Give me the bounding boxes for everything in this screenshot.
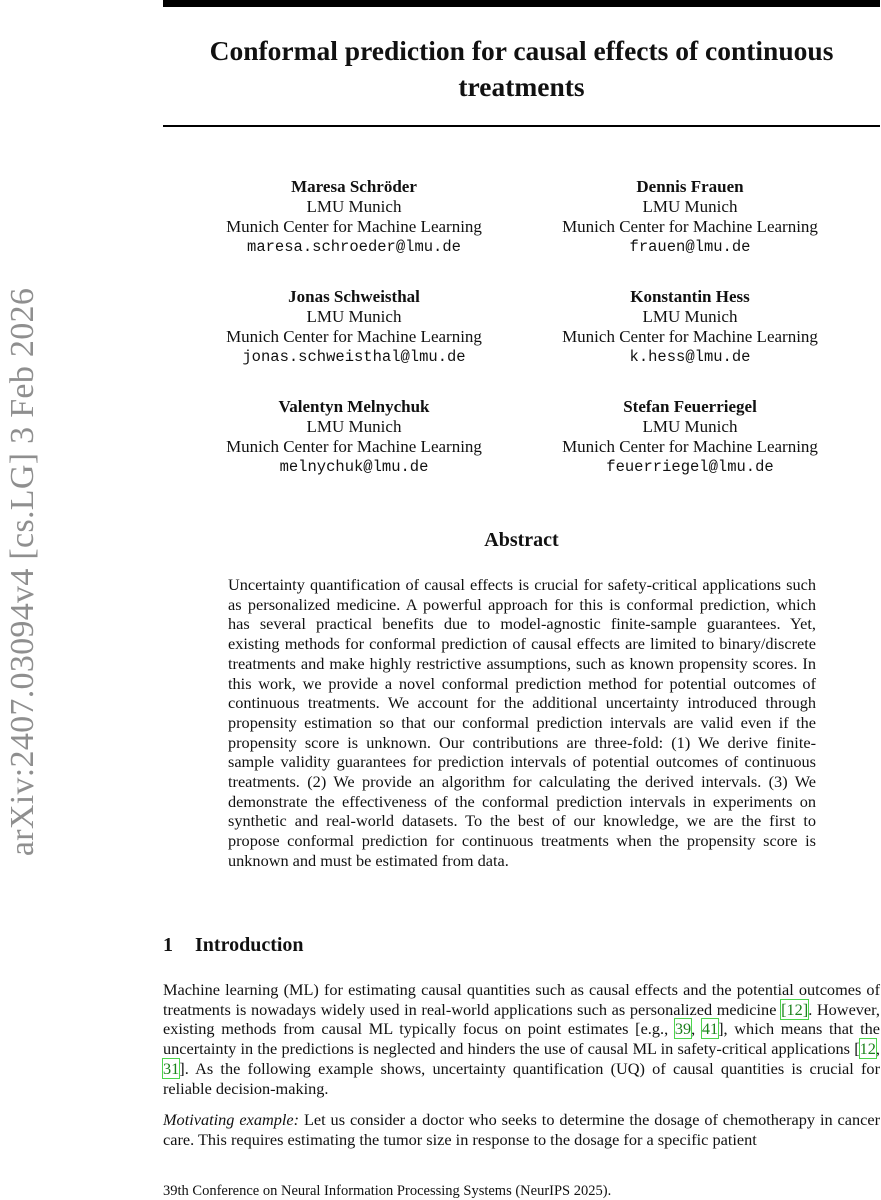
author-block bbox=[520, 397, 860, 477]
arxiv-identifier: arXiv:2407.03094v4 [cs.LG] 3 Feb 2026 bbox=[4, 287, 41, 857]
author-affiliation: LMU Munich bbox=[306, 307, 402, 326]
top-rule bbox=[163, 0, 880, 7]
author-name: Maresa Schröder bbox=[291, 177, 417, 196]
author-email[interactable]: jonas.schweisthal@lmu.de bbox=[242, 348, 466, 366]
author-center: Munich Center for Machine Learning bbox=[226, 217, 482, 236]
author-email[interactable]: maresa.schroeder@lmu.de bbox=[247, 238, 461, 256]
section-number: 1 bbox=[163, 934, 173, 956]
citation-link[interactable]: 41 bbox=[701, 1019, 719, 1039]
citation-link[interactable]: 31 bbox=[163, 1058, 180, 1078]
author-name: Stefan Feuerriegel bbox=[623, 397, 757, 416]
text-run: Let us consider a doctor who seeks to determine the dosage of chemotherapy in cancer care. This requires estimating the tumor size in response to the dosage for a specific patient bbox=[163, 1110, 880, 1149]
author-affiliation: LMU Munich bbox=[306, 417, 402, 436]
citation-link[interactable]: 12 bbox=[859, 1039, 876, 1059]
author-affiliation: LMU Munich bbox=[642, 307, 738, 326]
title-rule bbox=[163, 125, 880, 127]
author-block bbox=[184, 397, 524, 477]
text-run: ], which means that the uncertainty in the predictions is neglected and hinders the use of causal ML in safety-critical applications [ bbox=[163, 1019, 881, 1059]
text-run: ]. As the following example shows, uncertainty quantification (UQ) of causal quantities is crucial for reliable decision-making. bbox=[163, 1058, 880, 1098]
text-run: Machine learning (ML) for estimating causal quantities such as causal effects and the potential outcomes of treatments is nowadays widely used in real-world applications such as personalized medicine bbox=[163, 980, 880, 1019]
conference-footer: 39th Conference on Neural Information Processing Systems (NeurIPS 2025). bbox=[163, 1183, 612, 1199]
author-affiliation: LMU Munich bbox=[642, 197, 738, 216]
author-block bbox=[520, 287, 860, 367]
author-center: Munich Center for Machine Learning bbox=[562, 217, 818, 236]
author-block bbox=[520, 177, 860, 257]
citation-link[interactable]: 39 bbox=[674, 1019, 692, 1039]
author-email[interactable]: frauen@lmu.de bbox=[629, 238, 751, 256]
section-title: Introduction bbox=[195, 934, 304, 956]
author-center: Munich Center for Machine Learning bbox=[226, 327, 482, 346]
author-name: Konstantin Hess bbox=[630, 287, 750, 306]
text-run: , bbox=[691, 1019, 702, 1039]
author-name: Dennis Frauen bbox=[636, 177, 744, 196]
author-center: Munich Center for Machine Learning bbox=[562, 327, 818, 346]
paragraph-label: Motivating example: bbox=[163, 1110, 300, 1129]
abstract-text: Uncertainty quantification of causal effects is crucial for safety-critical applications such as personalized medicine. A powerful approach for this is conformal prediction, which has several practical benefits due to model-agnostic finite-sample guarantees. Yet, existing methods for conformal prediction of causal effects are limited to binary/discrete treatments and make highly restrictive assumptions, such as known propensity scores. In this work, we provide a novel conformal prediction method for potential outcomes of continuous treatments. We account for the additional uncertainty introduced through propensity estimation so that our conformal prediction intervals are valid even if the propensity score is unknown. Our contributions are three-fold: (1) We derive finite-sample validity guarantees for prediction intervals of potential outcomes of continuous treatments. (2) We provide an algorithm for calculating the derived intervals. (3) We demonstrate the effectiveness of the conformal prediction intervals in experiments on synthetic and real-world datasets. To the best of our knowledge, we are the first to propose conformal prediction for continuous treatments when the propensity score is unknown and must be estimated from data. bbox=[228, 575, 816, 870]
author-center: Munich Center for Machine Learning bbox=[226, 437, 482, 456]
author-name: Valentyn Melnychuk bbox=[278, 397, 430, 416]
section-heading bbox=[163, 933, 304, 957]
author-email[interactable]: feuerriegel@lmu.de bbox=[606, 458, 774, 476]
author-affiliation: LMU Munich bbox=[306, 197, 402, 216]
citation-link[interactable]: [12] bbox=[781, 999, 809, 1019]
author-center: Munich Center for Machine Learning bbox=[562, 437, 818, 456]
text-run: , bbox=[875, 1039, 880, 1059]
text-run: . However, existing methods from causal ML typically focus on point estimates [e.g., bbox=[163, 999, 880, 1039]
abstract-heading: Abstract bbox=[484, 529, 559, 551]
author-affiliation: LMU Munich bbox=[642, 417, 738, 436]
author-email[interactable]: k.hess@lmu.de bbox=[629, 348, 751, 366]
intro-paragraph bbox=[163, 980, 880, 1098]
author-name: Jonas Schweisthal bbox=[288, 287, 420, 306]
paper-title: Conformal prediction for causal effects of continuous treatments bbox=[209, 35, 834, 102]
author-block bbox=[184, 287, 524, 367]
author-email[interactable]: melnychuk@lmu.de bbox=[279, 458, 429, 476]
motivating-example-paragraph bbox=[163, 1110, 880, 1149]
author-block bbox=[184, 177, 524, 257]
